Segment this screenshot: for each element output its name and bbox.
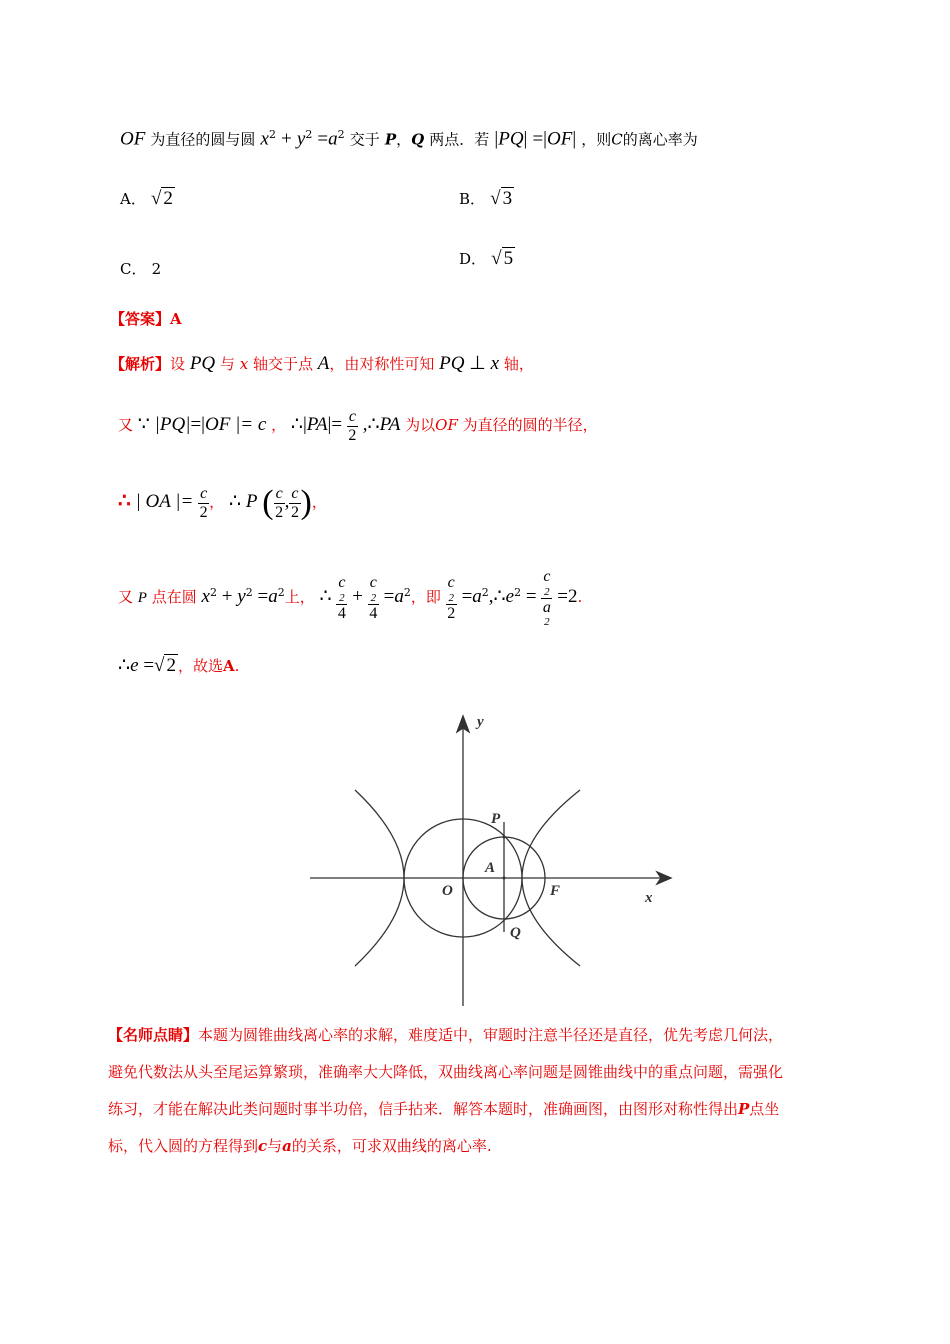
of-symbol: OF — [435, 416, 458, 435]
option-label: C． — [120, 260, 147, 278]
point-a-dot — [503, 877, 506, 880]
exp: 2 — [544, 585, 550, 598]
comment-text: 本题为圆锥曲线离心率的求解，难度适中，审题时注意半径还是直径，优先考虑几何法， — [198, 1026, 784, 1044]
denominator: 2 — [199, 503, 208, 521]
exp: 2 — [403, 586, 411, 600]
a-symbol: a — [268, 586, 278, 608]
y-symbol: y — [237, 586, 246, 608]
point-q-label: Q — [510, 925, 521, 941]
hyperbola-figure — [305, 706, 685, 1011]
option-label: B． — [459, 190, 486, 208]
x-axis-label: x — [645, 890, 653, 906]
option-text: 2 — [151, 260, 162, 278]
denominator: a — [542, 598, 551, 616]
origin-label: O — [442, 883, 453, 899]
numerator: c — [200, 484, 208, 502]
answer-value: A — [170, 310, 182, 328]
denominator: 2 — [447, 604, 456, 622]
abs-oa: | OA |= — [135, 491, 194, 512]
numerator: c — [369, 574, 377, 592]
eq-x: x — [260, 128, 269, 150]
point-p-dot — [503, 836, 506, 839]
radicand: 2 — [163, 188, 173, 209]
therefore: ∴ — [118, 488, 131, 512]
point-p-label: P — [491, 811, 501, 827]
exp: 2 — [277, 586, 285, 600]
text: 上， — [284, 588, 315, 607]
point-p: P — [384, 130, 397, 149]
option-c[interactable] — [120, 258, 161, 279]
text: ，故选 — [177, 657, 223, 675]
a-symbol: A — [317, 353, 330, 374]
exp: 2 — [370, 591, 377, 604]
radicand: 2 — [166, 655, 176, 676]
focus-f-label: F — [550, 883, 561, 899]
comment-label: 【名师点睛】 — [108, 1026, 199, 1044]
option-d[interactable] — [459, 248, 515, 270]
text: 与 — [219, 355, 235, 373]
answer-label: 【答案】 — [110, 310, 171, 328]
question-text: 交于 — [349, 130, 380, 149]
denominator: 2 — [290, 503, 299, 521]
fraction — [274, 485, 285, 521]
comma: ， — [271, 416, 287, 435]
answer-letter: A — [222, 657, 235, 675]
text: 又 — [118, 588, 134, 607]
exp: 2 — [514, 586, 522, 600]
exp: 2 — [245, 586, 253, 600]
exp: 2 — [337, 128, 345, 141]
denominator: 4 — [369, 604, 378, 622]
text: 又 — [118, 416, 134, 435]
period: . — [234, 657, 240, 675]
c-symbol: C — [611, 130, 623, 149]
exp: 2 — [305, 128, 313, 141]
c-symbol: c — [258, 1137, 268, 1155]
of-symbol: OF — [204, 414, 231, 436]
exp: 2 — [481, 586, 489, 600]
eq: = — [461, 586, 473, 608]
text: 点在圆 — [151, 588, 197, 607]
teacher-comment — [108, 1017, 868, 1165]
question-text: 为直径的圆与圆 — [150, 130, 256, 149]
answer-line — [110, 308, 182, 329]
pq: PQ — [498, 128, 524, 150]
pq: PQ — [189, 353, 216, 374]
point-a-label: A — [485, 860, 496, 876]
eq: = — [143, 655, 155, 676]
a-symbol: a — [282, 1137, 292, 1155]
p-symbol: P — [137, 590, 147, 607]
fraction — [289, 485, 300, 521]
fraction — [347, 408, 358, 444]
p-symbol: P — [738, 1100, 750, 1118]
equals: = — [532, 128, 544, 150]
analysis-line-3: ∴ | OA |= $\frac{c}{2}$ ， ∴ P ( $\frac{c}{2}$ , $\frac{c}{2}$ )， — [118, 484, 327, 521]
question-text: 的离心率为 — [622, 130, 698, 149]
numerator: c — [275, 484, 283, 502]
eq: = — [525, 586, 537, 608]
numerator: c — [348, 408, 356, 425]
because: ∵ — [137, 414, 150, 436]
sqrt: √ 2 — [154, 655, 176, 676]
eq-a: a — [328, 128, 338, 150]
text: 为直径的圆的半径， — [457, 416, 598, 435]
question-line: OF 为直径的圆与圆 $x^2 + y^2 =a^2$ 交于 P，Q 两点．若 |PQ| =|OF| ，则C的离心率为 — [120, 128, 698, 150]
text: ，由对称性可知 — [329, 355, 435, 373]
result: =2 — [557, 586, 578, 608]
comma: ， — [396, 130, 412, 149]
option-label: A． — [120, 190, 146, 208]
fraction — [336, 574, 347, 622]
period: . — [577, 588, 583, 607]
point-q: Q — [411, 130, 425, 149]
eq: |= — [327, 414, 343, 436]
a-symbol: a — [472, 586, 482, 608]
eq: = — [257, 586, 269, 608]
analysis-line-4 — [118, 568, 582, 628]
fraction — [198, 485, 209, 521]
pa: PA — [306, 414, 328, 436]
sqrt: √ 2 — [150, 188, 173, 209]
pa: PA — [379, 414, 401, 436]
therefore: ∴| — [290, 414, 307, 436]
comment-line-1 — [108, 1017, 868, 1054]
text: 设 — [170, 355, 186, 373]
comment-text: 点坐 — [749, 1100, 780, 1118]
therefore: ,∴ — [362, 414, 380, 436]
comment-line-4 — [108, 1128, 868, 1165]
x-symbol: x — [239, 355, 249, 373]
perp: ⊥ — [469, 353, 486, 374]
text: 为以 — [405, 416, 436, 435]
sqrt: √ 5 — [491, 248, 514, 269]
question-text: 两点．若 — [429, 130, 490, 149]
x-symbol: x — [490, 353, 500, 374]
x-symbol: x — [201, 586, 210, 608]
numerator: c — [447, 574, 455, 592]
numerator: c — [543, 568, 551, 585]
analysis-line-1 — [110, 352, 534, 375]
analysis-line-5 — [118, 654, 239, 677]
p-symbol: P — [245, 491, 258, 512]
analysis-line-2 — [118, 408, 598, 444]
denominator: 2 — [275, 503, 284, 521]
pq: PQ — [439, 353, 465, 374]
therefore: ∴ — [319, 586, 332, 608]
therefore: ∴ — [228, 491, 242, 512]
a-symbol: a — [394, 586, 404, 608]
fraction — [368, 574, 379, 622]
comment-text: 的关系，可求双曲线的离心率. — [291, 1137, 492, 1155]
y-axis-label: y — [477, 714, 484, 730]
therefore: ,∴ — [488, 586, 506, 608]
comma: ， — [311, 493, 327, 511]
eq: = — [383, 586, 395, 608]
comma: ， — [209, 493, 225, 511]
fraction — [446, 574, 457, 622]
text: 轴， — [503, 355, 534, 373]
fraction — [541, 568, 552, 628]
radicand: 5 — [503, 248, 514, 269]
exp: 2 — [544, 616, 550, 629]
plus: + — [281, 128, 292, 150]
e-symbol: e — [505, 586, 515, 608]
comment-text: 与 — [267, 1137, 283, 1155]
option-b[interactable] — [459, 188, 514, 210]
eq: =| — [190, 414, 205, 436]
exp: 2 — [268, 128, 276, 141]
comment-line-2 — [108, 1054, 868, 1091]
comment-line-3 — [108, 1091, 868, 1128]
denominator: 2 — [348, 426, 357, 444]
abs-pq: |PQ| — [154, 414, 191, 436]
e-symbol: e — [130, 655, 139, 676]
text: ，即 — [410, 588, 441, 607]
question-text: ，则 — [581, 130, 612, 149]
therefore: ∴ — [118, 655, 131, 676]
option-a[interactable] — [120, 188, 175, 210]
eq-y: y — [296, 128, 306, 150]
comment-text: 练习，才能在解决此类问题时事半功倍，信手拈来．解答本题时，准确画图，由图形对称性得出 — [108, 1100, 739, 1118]
of-symbol: OF — [546, 128, 573, 150]
numerator: c — [291, 484, 299, 502]
sep: , — [284, 491, 290, 512]
denominator: 4 — [337, 604, 346, 622]
exp: 2 — [209, 586, 217, 600]
analysis-label: 【解析】 — [110, 355, 171, 373]
numerator: c — [338, 574, 346, 592]
equals: = — [317, 128, 329, 150]
radicand: 3 — [502, 188, 513, 209]
plus: + — [221, 586, 233, 608]
comment-text: 标，代入圆的方程得到 — [108, 1137, 259, 1155]
option-label: D． — [459, 250, 487, 268]
of-symbol: OF — [120, 128, 146, 150]
tail: |= c — [230, 414, 267, 436]
comment-text: 避免代数法从头至尾运算繁琐，准确率大大降低，双曲线离心率问题是圆锥曲线中的重点问题，需强化 — [108, 1063, 784, 1081]
plus: + — [352, 586, 363, 608]
sqrt: √ 3 — [490, 188, 513, 209]
text: 轴交于点 — [252, 355, 313, 373]
exp: 2 — [448, 591, 454, 604]
exp: 2 — [339, 591, 345, 604]
